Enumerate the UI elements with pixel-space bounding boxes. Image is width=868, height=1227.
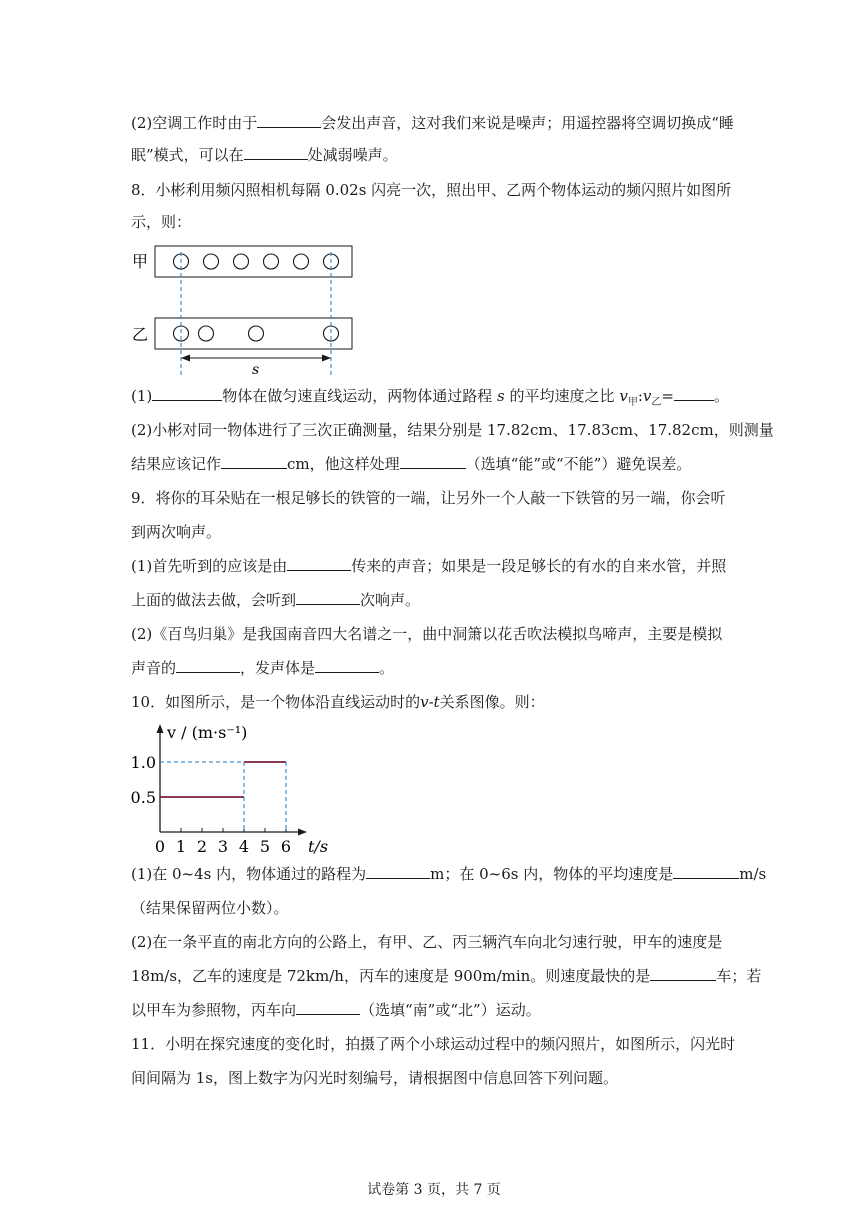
x-tick-label: 6 bbox=[280, 837, 292, 856]
x-tick-label: 3 bbox=[217, 837, 229, 856]
answer-blank[interactable] bbox=[152, 386, 222, 401]
text: ，发声体是 bbox=[240, 659, 316, 677]
vt-chart bbox=[128, 718, 348, 858]
y-axis-label: v / (m·s⁻¹) bbox=[167, 723, 248, 742]
arrowhead-right bbox=[322, 355, 331, 362]
q8-sub2-line2 bbox=[131, 454, 741, 474]
q10-sub2-line2 bbox=[131, 966, 762, 986]
y-tick-label: 0.5 bbox=[130, 788, 156, 807]
subscript-jia: 甲 bbox=[627, 397, 638, 408]
label-s: s bbox=[252, 362, 260, 378]
text: (2)空调工作时由于 bbox=[131, 114, 258, 132]
jia-ball bbox=[234, 254, 249, 269]
answer-blank[interactable] bbox=[257, 113, 321, 128]
answer-blank[interactable] bbox=[400, 454, 466, 469]
symbol-s: s bbox=[497, 387, 505, 405]
x-tick-label: 1 bbox=[175, 837, 187, 856]
symbol-vt: v-t bbox=[420, 693, 440, 711]
answer-blank[interactable] bbox=[296, 590, 360, 605]
q7-sub2-line2 bbox=[131, 145, 741, 165]
q10-sub1-line1 bbox=[131, 864, 767, 884]
arrowhead-left bbox=[181, 355, 190, 362]
text: = bbox=[661, 387, 674, 405]
yi-ball bbox=[199, 326, 214, 341]
x-tick-label: 0 bbox=[154, 837, 166, 856]
q10-sub2-line1: (2)在一条平直的南北方向的公路上，有甲、乙、丙三辆汽车向北匀速行驶，甲车的速度是 bbox=[131, 933, 723, 951]
y-tick-label: 1.0 bbox=[130, 753, 156, 772]
q11-stem-line1: 11．小明在探究速度的变化时，拍摄了两个小球运动过程中的频闪照片，如图所示，闪光时 bbox=[131, 1035, 736, 1053]
text: 车；若 bbox=[716, 967, 762, 985]
jia-balls bbox=[174, 254, 339, 269]
q9-stem-line1: 9．将你的耳朵贴在一根足够长的铁管的一端，让另外一个人敲一下铁管的另一端，你会听 bbox=[131, 489, 726, 507]
jia-ball bbox=[294, 254, 309, 269]
q9-sub1-line1 bbox=[131, 556, 741, 576]
text: 上面的做法去做，会听到 bbox=[131, 591, 297, 609]
answer-blank[interactable] bbox=[244, 145, 308, 160]
jia-film-strip bbox=[155, 246, 352, 277]
answer-blank[interactable] bbox=[366, 864, 430, 879]
answer-blank[interactable] bbox=[287, 556, 351, 571]
text: 物体在做匀速直线运动，两物体通过路程 bbox=[222, 387, 493, 405]
q11-stem-line2: 间间隔为 1s，图上数字为闪光时刻编号，请根据图中信息回答下列问题。 bbox=[131, 1069, 619, 1087]
symbol-v: v bbox=[642, 387, 652, 405]
strobe-photo-figure bbox=[128, 240, 368, 380]
answer-blank[interactable] bbox=[221, 454, 287, 469]
text: (1)首先听到的应该是由 bbox=[131, 557, 288, 575]
label-yi: 乙 bbox=[132, 325, 149, 344]
text: 会发出声音，这对我们来说是噪声；用遥控器将空调切换成“睡 bbox=[321, 114, 734, 132]
y-axis-arrow bbox=[157, 724, 164, 733]
answer-blank[interactable] bbox=[315, 658, 379, 673]
q9-sub2-line1: (2)《百鸟归巢》是我国南音四大名谱之一，曲中洞箫以花舌吹法模拟鸟啼声，主要是模拟 bbox=[131, 625, 723, 643]
text: 18m/s，乙车的速度是 72km/h，丙车的速度是 900m/min。则速度最快的是 bbox=[131, 967, 651, 985]
x-axis-arrow bbox=[298, 829, 307, 836]
q9-sub2-line2 bbox=[131, 658, 741, 678]
yi-ball bbox=[249, 326, 264, 341]
text: 以甲车为参照物，丙车向 bbox=[131, 1001, 297, 1019]
q10-stem bbox=[131, 692, 741, 712]
jia-ball bbox=[204, 254, 219, 269]
text: cm，他这样处理 bbox=[287, 455, 400, 473]
text: m/s bbox=[739, 865, 767, 883]
text: 声音的 bbox=[131, 659, 177, 677]
yi-balls bbox=[174, 326, 339, 341]
x-tick-label: 4 bbox=[238, 837, 250, 856]
text: 眠”模式，可以在 bbox=[131, 146, 244, 164]
text: (1) bbox=[131, 387, 153, 405]
text: 结果应该记作 bbox=[131, 455, 222, 473]
yi-film-strip bbox=[155, 318, 352, 349]
text: 次响声。 bbox=[360, 591, 421, 609]
answer-blank[interactable] bbox=[650, 966, 716, 981]
symbol-v: v bbox=[619, 387, 628, 405]
text: （选填“南”或“北”）运动。 bbox=[360, 1001, 541, 1019]
text: 。 bbox=[379, 659, 395, 677]
answer-blank[interactable] bbox=[176, 658, 240, 673]
q8-sub2-line1: (2)小彬对同一物体进行了三次正确测量，结果分别是 17.82cm、17.83cm、17.82cm，则测量 bbox=[131, 421, 774, 439]
text: 10．如图所示，是一个物体沿直线运动时的 bbox=[131, 693, 421, 711]
text: 处减弱噪声。 bbox=[307, 146, 398, 164]
text: 传来的声音；如果是一段足够长的有水的自来水管，并照 bbox=[351, 557, 727, 575]
x-tick-label: 2 bbox=[196, 837, 208, 856]
label-jia: 甲 bbox=[132, 252, 149, 271]
text: (1)在 0~4s 内，物体通过的路程为 bbox=[131, 865, 367, 883]
q10-sub1-line2: （结果保留两位小数）。 bbox=[131, 899, 289, 917]
q8-sub1 bbox=[131, 386, 741, 409]
q8-stem-line1: 8．小彬利用频闪照相机每隔 0.02s 闪亮一次，照出甲、乙两个物体运动的频闪照片如图所 bbox=[131, 181, 732, 199]
q10-sub2-line3 bbox=[131, 1000, 741, 1020]
q8-stem-line2: 示，则： bbox=[131, 213, 192, 231]
text: m；在 0~6s 内，物体的平均速度是 bbox=[430, 865, 674, 883]
x-tick-label: 5 bbox=[259, 837, 271, 856]
x-axis-label: t/s bbox=[308, 837, 329, 856]
answer-blank[interactable] bbox=[296, 1000, 360, 1015]
subscript-yi: 乙 bbox=[651, 397, 662, 408]
jia-ball bbox=[264, 254, 279, 269]
page-footer: 试卷第 3 页，共 7 页 bbox=[367, 1182, 501, 1198]
q9-stem-line2: 到两次响声。 bbox=[131, 523, 222, 541]
answer-blank[interactable] bbox=[673, 864, 739, 879]
q7-sub2-line1 bbox=[131, 113, 741, 133]
text: （选填“能”或“不能”）避免误差。 bbox=[465, 455, 692, 473]
text: 。 bbox=[713, 387, 729, 405]
text: 关系图像。则： bbox=[439, 693, 545, 711]
text: : bbox=[637, 387, 643, 405]
answer-blank[interactable] bbox=[674, 386, 714, 401]
q9-sub1-line2 bbox=[131, 590, 741, 610]
text: 的平均速度之比 bbox=[509, 387, 615, 405]
